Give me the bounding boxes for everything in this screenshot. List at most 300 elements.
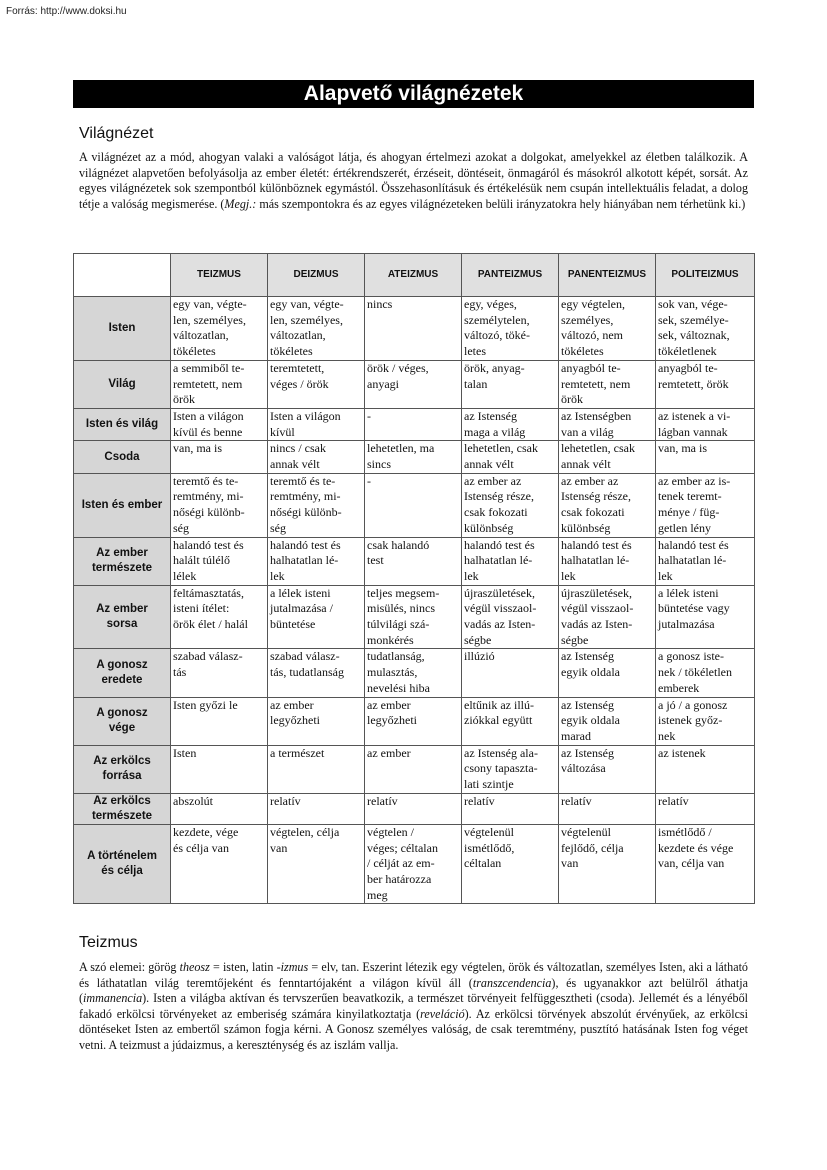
table-row: [74, 824, 755, 904]
cell-line: relatív: [270, 793, 301, 808]
table-row: [74, 649, 755, 697]
cell-line: marad: [561, 728, 591, 743]
row-header-line: forrása: [102, 770, 142, 783]
cell-line: az istenek a vi-: [658, 408, 731, 423]
cell-line: Isten a világon: [270, 408, 341, 423]
table-cell: [365, 360, 462, 408]
cell-line: az ember: [367, 745, 411, 760]
cell-line: sek, személye-: [658, 312, 729, 327]
cell-line: csony tapaszta-: [464, 761, 538, 776]
row-header: [74, 408, 171, 440]
cell-line: mulasztás,: [367, 665, 418, 680]
row-header-line: sorsa: [106, 618, 138, 631]
cell-line: egy, véges,: [464, 297, 517, 311]
cell-line: az Istenség: [561, 649, 614, 664]
cell-line: misülés, nincs: [367, 601, 435, 616]
cell-line: remtetett, örök: [658, 376, 729, 391]
table-cell: [656, 297, 755, 361]
cell-line: van, ma is: [658, 441, 707, 456]
cell-line: örök / véges,: [367, 360, 429, 375]
table-cell: [365, 697, 462, 745]
row-header-line: és célja: [101, 865, 143, 878]
cell-line: monkérés: [367, 632, 414, 647]
row-header-line: Az ember: [96, 547, 148, 560]
cell-line: végtelen /: [367, 824, 414, 839]
row-header: [74, 473, 171, 537]
row-header-line: A gonosz: [96, 707, 148, 720]
teizmus-text-2: = isten, latin: [209, 960, 277, 974]
table-cell: [268, 793, 365, 824]
cell-line: annak vélt: [561, 457, 611, 472]
cell-line: egyik oldala: [561, 713, 620, 728]
table-cell: [268, 441, 365, 473]
table-cell: [656, 793, 755, 824]
table-cell: [171, 745, 268, 793]
table-cell: [365, 585, 462, 649]
row-header-line: Csoda: [104, 450, 140, 463]
row-header: [74, 649, 171, 697]
row-header-line: Isten és ember: [81, 498, 163, 511]
cell-line: lek: [658, 568, 673, 583]
cell-line: anyagi: [367, 376, 399, 391]
cell-line: -: [367, 408, 371, 423]
table-cell: [462, 473, 559, 537]
table-cell: [462, 408, 559, 440]
teizmus-text-4: ), és ugyanakkor azt belülről áthatja (: [79, 975, 748, 1006]
cell-line: legyőzheti: [367, 713, 417, 728]
cell-line: Isten a világon: [173, 408, 244, 423]
cell-line: kezdete és vége: [658, 840, 734, 855]
cell-line: isteni ítélet:: [173, 601, 230, 616]
cell-line: letes: [464, 344, 486, 359]
cell-line: személytelen,: [464, 312, 530, 327]
table-cell: [171, 697, 268, 745]
cell-line: jutalmazása: [658, 617, 715, 632]
cell-line: a lélek isteni: [658, 585, 719, 600]
cell-line: remtetett, nem: [561, 376, 631, 391]
cell-line: változatlan,: [270, 328, 326, 343]
intro-paragraph: [79, 150, 748, 212]
table-cell: [656, 473, 755, 537]
cell-line: az Istenség: [561, 745, 614, 760]
cell-line: halhatatlan lé-: [464, 553, 533, 568]
cell-line: tás: [173, 665, 187, 680]
cell-line: halandó test és: [270, 537, 341, 552]
cell-line: istenek győz-: [658, 713, 723, 728]
table-cell: [268, 585, 365, 649]
row-header-line: eredete: [101, 674, 143, 687]
table-row: [74, 793, 755, 824]
cell-line: tökéletes: [270, 344, 313, 359]
table-cell: [268, 408, 365, 440]
cell-line: van a világ: [561, 424, 614, 439]
cell-line: halandó test és: [464, 537, 535, 552]
table-cell: [559, 824, 656, 904]
row-header: [74, 585, 171, 649]
table-cell: [462, 745, 559, 793]
cell-line: örök: [561, 392, 583, 407]
cell-line: az ember az: [464, 473, 522, 488]
table-cell: [365, 441, 462, 473]
cell-line: az istenek: [658, 745, 706, 760]
table-cell: [268, 824, 365, 904]
section-heading-vilagnezet: Világnézet: [79, 125, 154, 142]
table-cell: [462, 537, 559, 585]
column-header-deizmus: DEIZMUS: [268, 254, 365, 297]
cell-line: vadás az Isten-: [561, 617, 633, 632]
cell-line: tenek teremt-: [658, 489, 722, 504]
cell-line: kívül: [270, 424, 295, 439]
cell-line: a semmiből te-: [173, 360, 245, 375]
cell-line: változása: [561, 761, 606, 776]
table-cell: [171, 649, 268, 697]
cell-line: teremtetett,: [270, 360, 325, 375]
cell-line: relatív: [658, 793, 689, 808]
table-cell: [268, 473, 365, 537]
cell-line: kezdete, vége: [173, 824, 239, 839]
cell-line: céltalan: [464, 856, 502, 871]
cell-line: csak fokozati: [561, 505, 625, 520]
table-cell: [656, 585, 755, 649]
table-cell: [268, 360, 365, 408]
cell-line: kívül és benne: [173, 424, 243, 439]
cell-line: változó, töké-: [464, 328, 530, 343]
cell-line: örök: [173, 392, 195, 407]
table-cell: [656, 441, 755, 473]
table-cell: [559, 360, 656, 408]
teizmus-text-5: ). Isten a világba aktívan és tervszerűen beavatkozik, a természet törvényeit felfüggesztheti (csoda). Jellemét és a lényéből fakadó erkölcsi törvényeket az emberiség számára kinyilatkoztatja (: [79, 991, 748, 1021]
cell-line: szabad válasz-: [173, 649, 243, 664]
table-cell: [171, 824, 268, 904]
intro-text-b: más szempontokra és az egyes világnézeteken belüli irányzatokra hely hiányában nem térhetünk ki.): [256, 196, 746, 211]
table-cell: [171, 408, 268, 440]
cell-line: végül visszaol-: [464, 601, 537, 616]
cell-line: -: [367, 473, 371, 488]
cell-line: örök élet / halál: [173, 617, 248, 632]
cell-line: relatív: [464, 793, 495, 808]
table-cell: [462, 360, 559, 408]
cell-line: tudatlanság,: [367, 649, 425, 664]
cell-line: az Istenségben: [561, 408, 632, 423]
intro-text-a: A világnézet az a mód, ahogyan valaki a valóságot látja, és ahogyan értelmezi azokat a dolgokat, amelyekkel az életben találkozik. A világnézet alapvetően befolyásolja az ember életét: értékrendszerét, érzéseit, döntéseit, önmagáról és másokról alkotott képét, sorsát. Az egyes világnézetek sok szempontból különböznek egymástól. Összehasonlításuk és értékelésük nem csupán intellektuális feladat, a dolog tétje a valóság megismerése. (: [79, 150, 748, 211]
cell-line: nőségi különb-: [270, 505, 342, 520]
cell-line: az ember: [367, 697, 411, 712]
cell-line: van: [561, 856, 579, 871]
table-row: [74, 697, 755, 745]
cell-line: változó, nem: [561, 328, 623, 343]
cell-line: változatlan,: [173, 328, 229, 343]
cell-line: végtelenül: [561, 824, 611, 839]
cell-line: ismétlődő,: [464, 840, 515, 855]
teizmus-text-6: ). Az erkölcsi törvények abszolút érvényűek, az erkölcsi döntéseket Isten az embertől számon fogja kérni. A Gonosz személyes valóság, de csak teremtmény, pusztító hatásának Isten fog véget vetni. A teizmust a júdaizmus, a kereszténység és az iszlám vallja.: [79, 1006, 748, 1052]
table-cell: [462, 585, 559, 649]
cell-line: fejlődő, célja: [561, 840, 624, 855]
table-cell: [171, 537, 268, 585]
cell-line: ber határozza: [367, 871, 432, 886]
row-header: [74, 824, 171, 904]
table-cell: [268, 697, 365, 745]
cell-line: maga a világ: [464, 424, 526, 439]
row-header-line: vége: [108, 722, 136, 735]
row-header-line: természete: [91, 562, 153, 575]
table-cell: [656, 824, 755, 904]
cell-line: az Istenség ala-: [464, 745, 538, 760]
table-cell: [268, 537, 365, 585]
teizmus-paragraph: [79, 960, 748, 1054]
cell-line: meg: [367, 887, 388, 902]
column-header-teizmus: TEIZMUS: [171, 254, 268, 297]
teizmus-text-1: A szó elemei: görög: [79, 960, 180, 974]
cell-line: csak fokozati: [464, 505, 528, 520]
cell-line: / célját az em-: [367, 856, 435, 871]
cell-line: ség: [173, 520, 189, 535]
cell-line: legyőzheti: [270, 713, 320, 728]
cell-line: ségbe: [464, 632, 492, 647]
cell-line: anyagból te-: [658, 360, 718, 375]
cell-line: lehetetlen, csak: [561, 441, 635, 456]
cell-line: Istenség része,: [464, 489, 534, 504]
cell-line: teremtő és te-: [270, 473, 336, 488]
cell-line: lehetetlen, ma: [367, 441, 435, 456]
table-row: [74, 745, 755, 793]
cell-line: túlvilági szá-: [367, 617, 430, 632]
cell-line: Isten győzi le: [173, 697, 238, 712]
cell-line: egy van, végte-: [173, 297, 247, 311]
cell-line: teremtő és te-: [173, 473, 239, 488]
table-row: [74, 537, 755, 585]
cell-line: a gonosz iste-: [658, 649, 724, 664]
cell-line: jutalmazása /: [270, 601, 333, 616]
table-cell: [559, 297, 656, 361]
table-cell: [365, 297, 462, 361]
cell-line: remtmény, mi-: [173, 489, 244, 504]
cell-line: annak vélt: [270, 457, 320, 472]
row-header-line: Isten és világ: [85, 418, 159, 431]
table-row: [74, 473, 755, 537]
cell-line: végtelen, célja: [270, 824, 340, 839]
teizmus-term-theosz: theosz: [179, 960, 210, 974]
cell-line: halhatatlan lé-: [270, 553, 339, 568]
row-header: [74, 360, 171, 408]
cell-line: újraszületések,: [464, 585, 535, 600]
cell-line: ségbe: [561, 632, 589, 647]
table-cell: [171, 585, 268, 649]
cell-line: nincs: [367, 297, 393, 311]
table-cell: [268, 649, 365, 697]
cell-line: nincs / csak: [270, 441, 326, 456]
table-cell: [462, 649, 559, 697]
teizmus-term-transzcendencia: transzcendencia: [472, 975, 552, 990]
cell-line: ménye / füg-: [658, 505, 720, 520]
cell-line: annak vélt: [464, 457, 514, 472]
row-header: [74, 537, 171, 585]
table-cell: [559, 473, 656, 537]
cell-line: örök, anyag-: [464, 360, 525, 375]
cell-line: ismétlődő /: [658, 824, 712, 839]
cell-line: büntetése vagy: [658, 601, 730, 616]
cell-line: lágban vannak: [658, 424, 728, 439]
table-cell: [656, 537, 755, 585]
table-cell: [656, 649, 755, 697]
table-cell: [462, 697, 559, 745]
table-cell: [171, 473, 268, 537]
table-cell: [559, 697, 656, 745]
cell-line: lek: [464, 568, 479, 583]
table-cell: [559, 441, 656, 473]
table-cell: [268, 745, 365, 793]
row-header: [74, 297, 171, 361]
table-row: [74, 585, 755, 649]
cell-line: vadás az Isten-: [464, 617, 536, 632]
section-heading-teizmus: Teizmus: [79, 934, 138, 951]
cell-line: len, személyes,: [270, 312, 343, 327]
table-cell: [462, 824, 559, 904]
row-header-line: A gonosz: [96, 659, 148, 672]
note-label: Megj.:: [224, 196, 257, 211]
cell-line: az ember az: [561, 473, 619, 488]
cell-line: len, személyes,: [173, 312, 246, 327]
table-cell: [559, 649, 656, 697]
cell-line: az ember az is-: [658, 473, 731, 488]
cell-line: lek: [270, 568, 285, 583]
column-header-panteizmus: PANTEIZMUS: [462, 254, 559, 297]
table-cell: [365, 649, 462, 697]
cell-line: lek: [561, 568, 576, 583]
cell-line: halhatatlan lé-: [658, 553, 727, 568]
cell-line: tás, tudatlanság: [270, 665, 344, 680]
cell-line: véges / örök: [270, 376, 329, 391]
cell-line: tökéletlenek: [658, 344, 717, 359]
row-header-line: Világ: [108, 377, 136, 390]
table-cell: [656, 745, 755, 793]
cell-line: egy van, végte-: [270, 297, 344, 311]
cell-line: anyagból te-: [561, 360, 621, 375]
table-cell: [559, 793, 656, 824]
cell-line: halhatatlan lé-: [561, 553, 630, 568]
cell-line: az ember: [270, 697, 314, 712]
cell-line: abszolút: [173, 793, 213, 808]
cell-line: egyik oldala: [561, 665, 620, 680]
cell-line: ség: [270, 520, 286, 535]
cell-line: a jó / a gonosz: [658, 697, 728, 712]
cell-line: nek: [658, 728, 676, 743]
table-cell: [559, 585, 656, 649]
cell-line: remtetett, nem: [173, 376, 243, 391]
table-cell: [559, 408, 656, 440]
row-header-line: Az erkölcs: [93, 755, 151, 768]
table-cell: [171, 297, 268, 361]
cell-line: tökéletes: [561, 344, 604, 359]
table-cell: [171, 441, 268, 473]
table-cell: [365, 537, 462, 585]
cell-line: véges; céltalan: [367, 840, 438, 855]
table-corner-cell: [74, 254, 171, 297]
cell-line: eltűnik az illú-: [464, 697, 534, 712]
cell-line: tökéletes: [173, 344, 216, 359]
cell-line: egy végtelen,: [561, 297, 625, 311]
cell-line: van, ma is: [173, 441, 222, 456]
cell-line: talan: [464, 376, 488, 391]
cell-line: büntetése: [270, 617, 316, 632]
table-header-row: [74, 254, 755, 297]
cell-line: csak halandó: [367, 537, 430, 552]
table-cell: [268, 297, 365, 361]
cell-line: Isten: [173, 745, 197, 760]
cell-line: személyes,: [561, 312, 614, 327]
table-cell: [365, 745, 462, 793]
table-cell: [171, 360, 268, 408]
cell-line: halandó test és: [561, 537, 632, 552]
table-cell: [559, 537, 656, 585]
table-cell: [559, 745, 656, 793]
cell-line: halált túlélő: [173, 553, 230, 568]
cell-line: teljes megsem-: [367, 585, 440, 600]
table-cell: [656, 360, 755, 408]
table-cell: [365, 473, 462, 537]
table-cell: [656, 697, 755, 745]
cell-line: végül visszaol-: [561, 601, 634, 616]
table-cell: [462, 297, 559, 361]
page-title: Alapvető világnézetek: [73, 80, 754, 108]
table-row: [74, 441, 755, 473]
cell-line: lehetetlen, csak: [464, 441, 538, 456]
cell-line: sok van, vége-: [658, 297, 728, 311]
table-row: [74, 408, 755, 440]
cell-line: emberek: [658, 680, 700, 695]
table-cell: [171, 793, 268, 824]
row-header: [74, 745, 171, 793]
cell-line: nek / tökéletlen: [658, 665, 732, 680]
cell-line: test: [367, 553, 384, 568]
cell-line: nevelési hiba: [367, 680, 430, 695]
column-header-politeizmus: POLITEIZMUS: [656, 254, 755, 297]
cell-line: Istenség része,: [561, 489, 631, 504]
cell-line: végtelenül: [464, 824, 514, 839]
teizmus-term-immanencia: immanencia: [83, 991, 143, 1006]
cell-line: ziókkal együtt: [464, 713, 533, 728]
table-cell: [365, 824, 462, 904]
column-header-ateizmus: ATEIZMUS: [365, 254, 462, 297]
row-header: [74, 441, 171, 473]
cell-line: és célja van: [173, 840, 229, 855]
cell-line: relatív: [561, 793, 592, 808]
cell-line: sek, változnak,: [658, 328, 730, 343]
cell-line: újraszületések,: [561, 585, 632, 600]
cell-line: lélek: [173, 568, 197, 583]
row-header-line: Isten: [108, 321, 136, 334]
cell-line: feltámasztatás,: [173, 585, 244, 600]
cell-line: nőségi különb-: [173, 505, 245, 520]
cell-line: az Istenség: [464, 408, 517, 423]
column-header-panenteizmus: PANENTEIZMUS: [559, 254, 656, 297]
table-cell: [656, 408, 755, 440]
row-header-line: természete: [91, 809, 153, 822]
table-cell: [462, 441, 559, 473]
teizmus-term-izmus: -izmus: [276, 960, 309, 974]
row-header: [74, 697, 171, 745]
cell-line: relatív: [367, 793, 398, 808]
table-cell: [462, 793, 559, 824]
cell-line: lati szintje: [464, 777, 514, 792]
cell-line: getlen lény: [658, 520, 711, 535]
worldview-comparison-table: [73, 253, 755, 904]
cell-line: az Istenség: [561, 697, 614, 712]
teizmus-text-3: = elv, tan. Eszerint létezik egy végtelen, örök és változatlan, személyes Isten, aki a látható és láthatatlan világ teremtőjeként és fenntartójaként a világon kívül áll (: [79, 960, 748, 990]
row-header-line: A történelem: [87, 850, 157, 863]
cell-line: a lélek isteni: [270, 585, 331, 600]
cell-line: halandó test és: [658, 537, 729, 552]
cell-line: a természet: [270, 745, 325, 760]
